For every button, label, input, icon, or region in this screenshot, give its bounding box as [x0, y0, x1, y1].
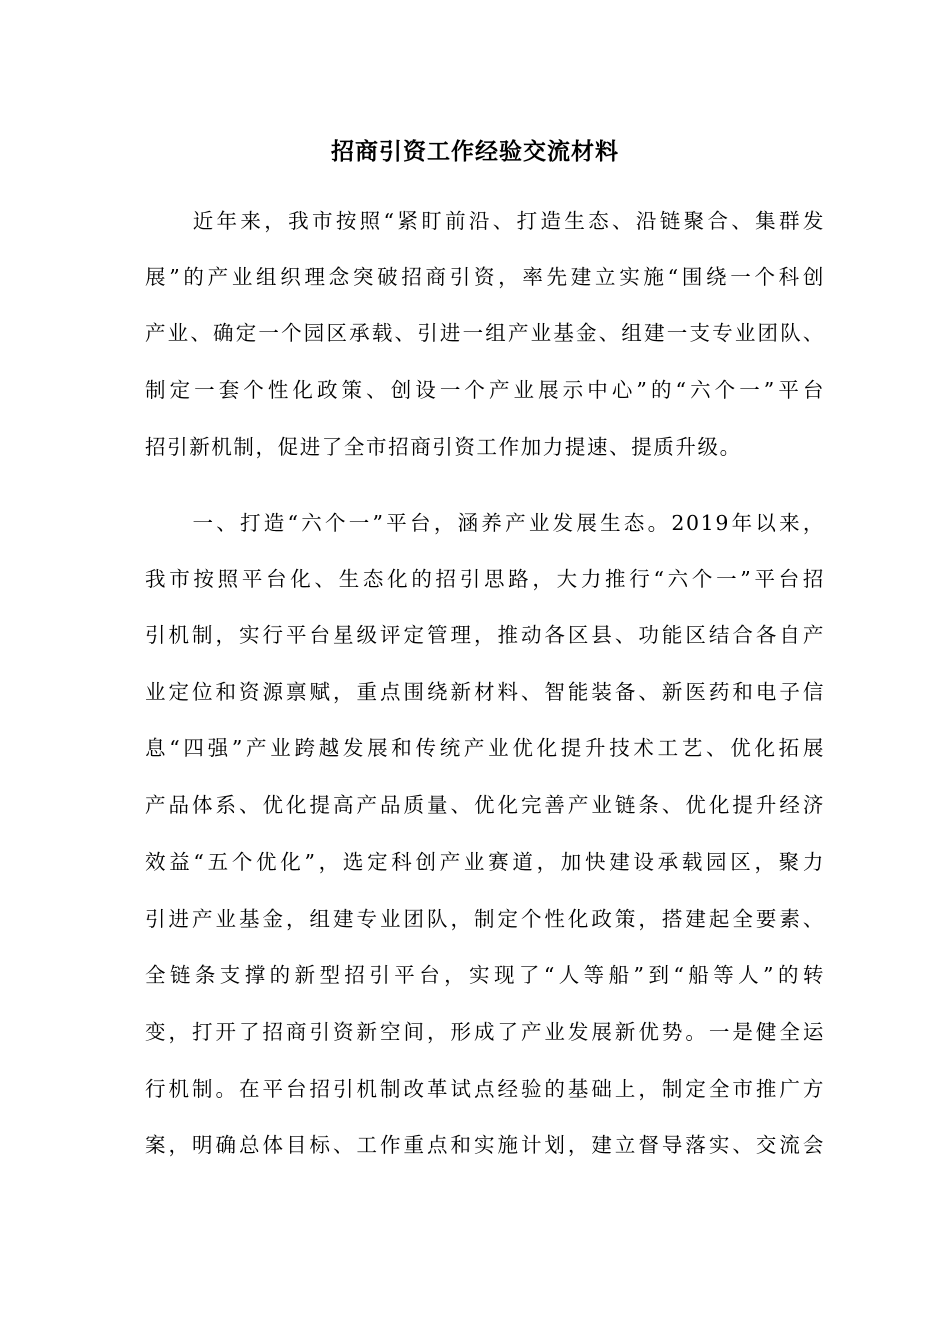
paragraph-2-line-7: 效益“五个优化”，选定科创产业赛道，加快建设承载园区，聚力 — [145, 850, 825, 874]
paragraph-2-line-5: 息“四强”产业跨越发展和传统产业优化提升技术工艺、优化拓展 — [145, 736, 825, 760]
paragraph-1-line-4: 制定一套个性化政策、创设一个产业展示中心”的“六个一”平台 — [145, 378, 825, 402]
paragraph-1-line-3: 产业、确定一个园区承载、引进一组产业基金、组建一支专业团队、 — [145, 321, 825, 345]
paragraph-2-line-8: 引进产业基金，组建专业团队，制定个性化政策，搭建起全要素、 — [145, 907, 825, 931]
paragraph-2-line-11: 行机制。在平台招引机制改革试点经验的基础上，制定全市推广方 — [145, 1077, 825, 1101]
paragraph-2-line-10: 变，打开了招商引资新空间，形成了产业发展新优势。一是健全运 — [145, 1020, 825, 1044]
paragraph-2-line-1: 一、打造“六个一”平台，涵养产业发展生态。2019年以来， — [145, 511, 825, 535]
paragraph-2-line-4: 业定位和资源禀赋，重点围绕新材料、智能装备、新医药和电子信 — [145, 680, 825, 704]
paragraph-2-line-6: 产品体系、优化提高产品质量、优化完善产业链条、优化提升经济 — [145, 793, 825, 817]
paragraph-1-line-2: 展”的产业组织理念突破招商引资，率先建立实施“围绕一个科创 — [145, 265, 825, 289]
paragraph-2-line-12: 案，明确总体目标、工作重点和实施计划，建立督导落实、交流会 — [145, 1133, 825, 1157]
paragraph-2-line-9: 全链条支撑的新型招引平台，实现了“人等船”到“船等人”的转 — [145, 963, 825, 987]
paragraph-2-line-3: 引机制，实行平台星级评定管理，推动各区县、功能区结合各自产 — [145, 623, 825, 647]
paragraph-1-line-5: 招引新机制，促进了全市招商引资工作加力提速、提质升级。 — [145, 435, 742, 459]
paragraph-2-line-2: 我市按照平台化、生态化的招引思路，大力推行“六个一”平台招 — [145, 567, 825, 591]
paragraph-1-line-1: 近年来，我市按照“紧盯前沿、打造生态、沿链聚合、集群发 — [145, 209, 825, 233]
document-title: 招商引资工作经验交流材料 — [331, 138, 619, 165]
